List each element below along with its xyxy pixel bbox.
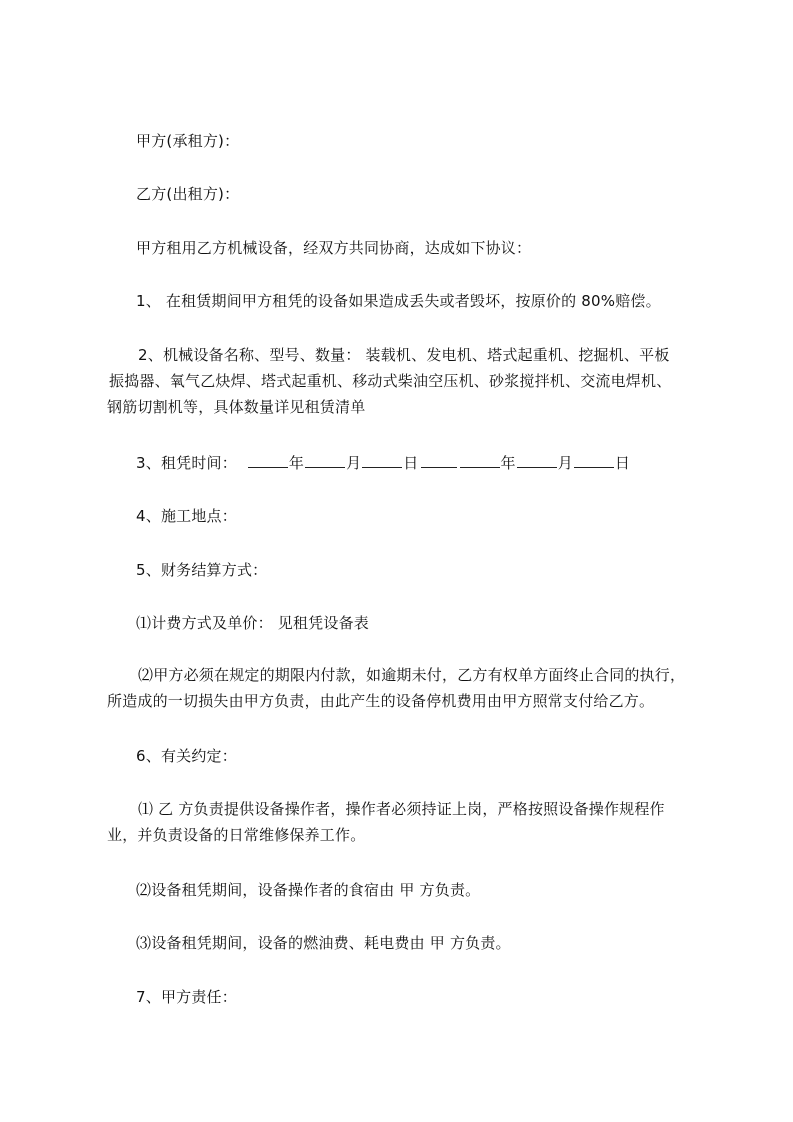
end-day-label: 日 [614, 454, 631, 472]
end-month-blank[interactable] [517, 452, 557, 468]
clause-2-line-3: 钢筋切割机等，具体数量详见租赁清单 [107, 398, 366, 416]
clause-5-2-line-1: ⑵甲方必须在规定的期限内付款，如逾期未付，乙方有权单方面终止合同的执行， [138, 666, 686, 684]
party-a-line: 甲方(承租方)： [136, 132, 240, 150]
start-month-blank[interactable] [305, 452, 345, 468]
start-year-label: 年 [288, 454, 305, 472]
clause-6-3: ⑶设备租凭期间，设备的燃油费、耗电费由 甲 方负责。 [136, 934, 511, 952]
clause-7: 7、甲方责任： [136, 988, 237, 1006]
clause-4: 4、施工地点： [136, 507, 237, 525]
clause-2-line-1: 2、机械设备名称、型号、数量： 装载机、发电机、塔式起重机、挖掘机、平板 [138, 346, 670, 364]
clause-5-1: ⑴计费方式及单价： 见租凭设备表 [136, 614, 369, 632]
clause-3-label: 3、租凭时间： [136, 454, 237, 472]
period-dash [421, 458, 457, 468]
party-b-line: 乙方(出租方)： [136, 185, 240, 203]
start-day-label: 日 [403, 454, 419, 472]
end-year-label: 年 [500, 454, 516, 472]
clause-1: 1、 在租赁期间甲方租凭的设备如果造成丢失或者毁坏，按原价的 80%赔偿。 [136, 292, 661, 310]
clause-6-1-line-1: ⑴ 乙 方负责提供设备操作者，操作者必须持证上岗，严格按照设备操作规程作 [138, 800, 665, 818]
end-day-blank[interactable] [574, 452, 614, 468]
start-day-blank[interactable] [362, 452, 402, 468]
clause-6-1-line-2: 业，并负责设备的日常维修保养工作。 [107, 826, 366, 844]
start-month-label: 月 [346, 454, 362, 472]
intro-paragraph: 甲方租用乙方机械设备，经双方共同协商，达成如下协议： [136, 239, 532, 257]
clause-5: 5、财务结算方式： [136, 561, 268, 579]
clause-6: 6、有关约定： [136, 747, 237, 765]
end-month-label: 月 [557, 454, 573, 472]
end-year-blank[interactable] [460, 452, 500, 468]
clause-6-2: ⑵设备租凭期间，设备操作者的食宿由 甲 方负责。 [136, 881, 481, 899]
clause-3-rental-period [136, 450, 630, 476]
clause-5-2-line-2: 所造成的一切损失由甲方负责，由此产生的设备停机费用由甲方照常支付给乙方。 [107, 692, 655, 710]
start-year-blank[interactable] [248, 452, 288, 468]
clause-2-line-2: 振捣器、氧气乙炔焊、塔式起重机、移动式柴油空压机、砂浆搅拌机、交流电焊机、 [109, 372, 672, 390]
